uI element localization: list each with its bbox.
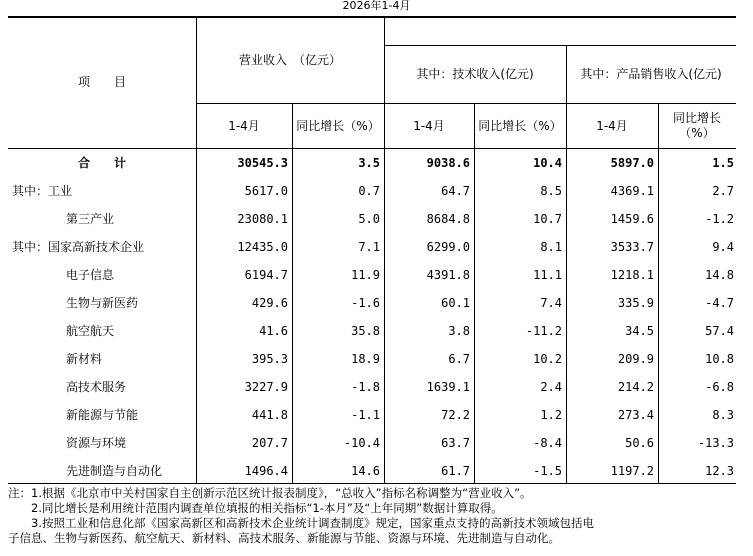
row-label: 高技术服务	[66, 380, 127, 394]
cell-prod: 214.2	[617, 380, 654, 394]
cell-rev: 30545.3	[237, 156, 288, 170]
cell-tech-yoy: -11.2	[525, 324, 562, 338]
cell-prod-yoy: -4.7	[705, 296, 734, 310]
cell-tech-yoy: 11.1	[533, 268, 562, 282]
row-label: 合 计	[77, 156, 126, 170]
cell-tech: 1639.1	[426, 380, 470, 394]
header-tech-income: 其中：技术收入(亿元)	[416, 67, 534, 81]
cell-tech: 6299.0	[426, 240, 470, 254]
cell-rev-yoy: 11.9	[351, 268, 380, 282]
cell-prod-yoy: 1.5	[712, 156, 734, 170]
cell-tech-yoy: 8.1	[540, 240, 562, 254]
cell-rev-yoy: 35.8	[351, 324, 380, 338]
cell-prod: 34.5	[625, 324, 654, 338]
cell-prod: 1197.2	[610, 464, 654, 478]
cell-tech-yoy: 7.4	[540, 296, 562, 310]
cell-prod-yoy: -13.3	[697, 436, 734, 450]
cell-rev: 12435.0	[237, 240, 288, 254]
header-product-sales: 其中：产品销售收入(亿元)	[580, 67, 722, 81]
cell-tech: 6.7	[448, 352, 470, 366]
cell-prod-yoy: 8.3	[712, 408, 734, 422]
cell-tech-yoy: 8.5	[540, 184, 562, 198]
cell-rev-yoy: -1.1	[351, 408, 380, 422]
cell-rev-yoy: -1.6	[351, 296, 380, 310]
cell-prod: 1218.1	[610, 268, 654, 282]
header-bottom-border	[8, 148, 736, 149]
cell-rev: 441.8	[251, 408, 288, 422]
header-tech-period: 1-4月	[413, 118, 445, 133]
cell-prod: 4369.1	[610, 184, 654, 198]
header-prod-period: 1-4月	[596, 118, 628, 133]
cell-rev: 5617.0	[244, 184, 288, 198]
cell-prod-yoy: 12.3	[705, 464, 734, 478]
cell-rev: 3227.9	[244, 380, 288, 394]
header-rev-period: 1-4月	[228, 118, 260, 133]
cell-tech-yoy: 10.7	[533, 212, 562, 226]
cell-rev-yoy: -10.4	[343, 436, 380, 450]
header-revenue: 营业收入 （亿元）	[238, 52, 341, 67]
cell-prod: 5897.0	[610, 156, 654, 170]
cell-tech-yoy: 2.4	[540, 380, 562, 394]
cell-rev-yoy: 7.1	[358, 240, 380, 254]
cell-tech: 63.7	[441, 436, 470, 450]
row-label: 其中：工业	[12, 184, 73, 198]
row-label: 先进制造与自动化	[66, 464, 163, 478]
cell-rev-yoy: 0.7	[358, 184, 380, 198]
cell-rev: 6194.7	[244, 268, 288, 282]
cell-tech: 61.7	[441, 464, 470, 478]
cell-tech-yoy: 10.2	[533, 352, 562, 366]
cell-rev-yoy: -1.8	[351, 380, 380, 394]
cell-prod-yoy: 9.4	[712, 240, 734, 254]
row-label: 新能源与节能	[66, 408, 139, 422]
row-label: 航空航天	[66, 324, 115, 338]
table-bottom-border	[8, 483, 736, 484]
cell-rev-yoy: 5.0	[358, 212, 380, 226]
cell-prod-yoy: 57.4	[705, 324, 734, 338]
row-label: 电子信息	[66, 268, 115, 282]
note-line-2: 2.同比增长是利用统计范围内调查单位填报的相关指标“1-本月”及“上年同期”数据计算取得。	[8, 501, 503, 515]
cell-prod-yoy: 2.7	[712, 184, 734, 198]
cell-tech: 72.2	[441, 408, 470, 422]
header-prod-yoy-line1: 同比增长	[672, 111, 721, 125]
cell-tech: 3.8	[448, 324, 470, 338]
cell-rev: 1496.4	[244, 464, 288, 478]
cell-prod-yoy: -1.2	[705, 212, 734, 226]
header-tech-yoy: 同比增长（%）	[478, 118, 562, 133]
cell-prod-yoy: 10.8	[705, 352, 734, 366]
report-period: 2026年1-4月	[342, 0, 411, 12]
cell-tech-yoy: -8.4	[533, 436, 562, 450]
header-rev-yoy: 同比增长（%）	[296, 118, 380, 133]
note-line-4: 子信息、生物与新医药、航空航天、新材料、高技术服务、新能源与节能、资源与环境、先进制造与自动化。	[8, 531, 560, 545]
row-label: 其中：国家高新技术企业	[12, 240, 145, 254]
cell-tech: 9038.6	[426, 156, 470, 170]
cell-rev: 207.7	[251, 436, 288, 450]
cell-tech-yoy: -1.5	[533, 464, 562, 478]
cell-prod-yoy: -6.8	[705, 380, 734, 394]
cell-rev-yoy: 3.5	[358, 156, 380, 170]
cell-rev: 41.6	[259, 324, 288, 338]
note-line-3: 3.按照工业和信息化部《国家高新区和高新技术企业统计调查制度》规定，国家重点支持的高新技术领域包括电	[8, 516, 594, 530]
cell-prod: 273.4	[617, 408, 654, 422]
cell-tech-yoy: 10.4	[533, 156, 562, 170]
row-label: 资源与环境	[66, 436, 127, 450]
row-label: 第三产业	[66, 212, 115, 226]
cell-tech: 60.1	[441, 296, 470, 310]
cell-rev: 429.6	[251, 296, 288, 310]
header-prod-yoy	[658, 104, 736, 148]
cell-tech: 4391.8	[426, 268, 470, 282]
cell-tech: 64.7	[441, 184, 470, 198]
row-label: 生物与新医药	[66, 296, 139, 310]
header-item: 项 目	[77, 75, 126, 89]
cell-prod: 1459.6	[610, 212, 654, 226]
cell-prod: 209.9	[617, 352, 654, 366]
cell-prod-yoy: 14.8	[705, 268, 734, 282]
cell-rev-yoy: 18.9	[351, 352, 380, 366]
header-prod-yoy-line2: （%）	[679, 126, 715, 140]
note-line-1: 注：1.根据《北京市中关村国家自主创新示范区统计报表制度》，“总收入”指标名称调整为“营业收入”。	[8, 486, 532, 500]
cell-rev: 23080.1	[237, 212, 288, 226]
cell-tech-yoy: 1.2	[540, 408, 562, 422]
cell-rev: 395.3	[251, 352, 288, 366]
row-label: 新材料	[66, 352, 103, 366]
cell-prod: 50.6	[625, 436, 654, 450]
cell-prod: 335.9	[617, 296, 654, 310]
cell-rev-yoy: 14.6	[351, 464, 380, 478]
cell-tech: 8684.8	[426, 212, 470, 226]
cell-prod: 3533.7	[610, 240, 654, 254]
